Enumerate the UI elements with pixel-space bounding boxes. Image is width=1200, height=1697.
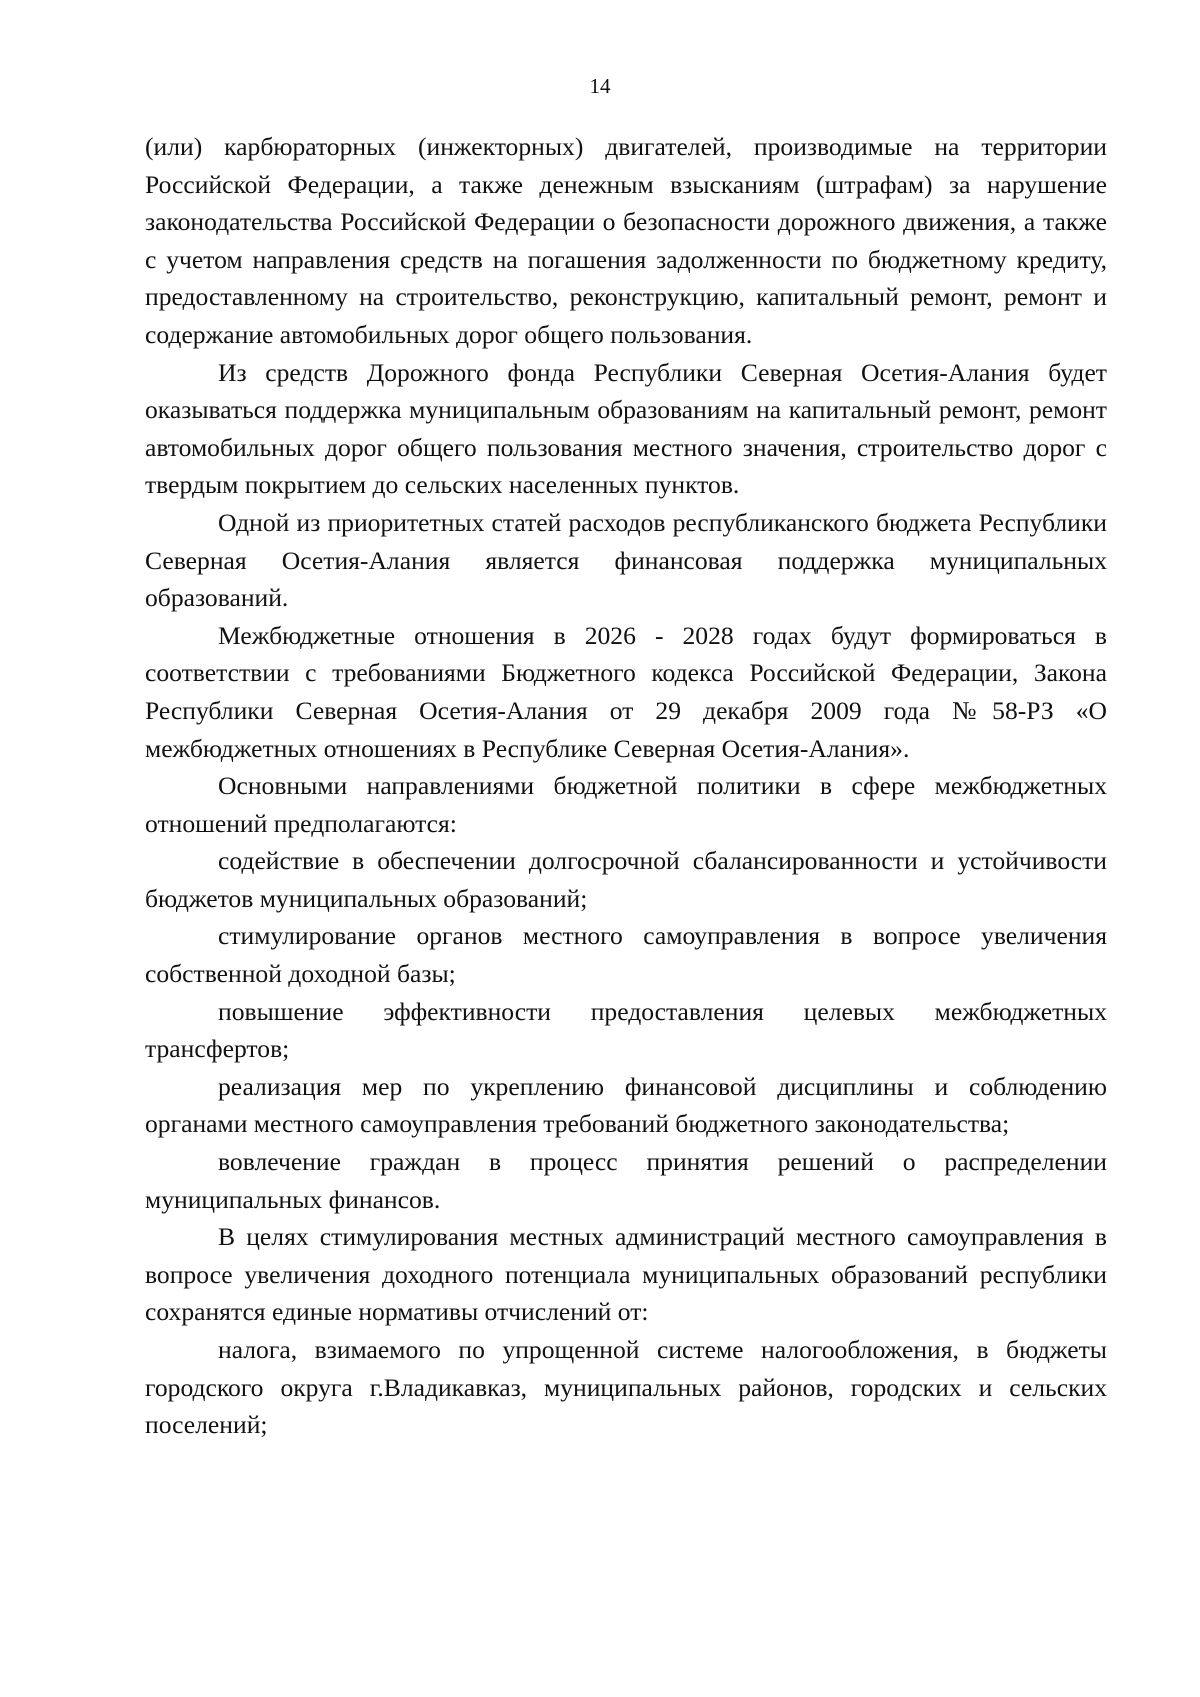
paragraph-continuation: (или) карбюраторных (инжекторных) двигателей, производимые на территории Российской Федерации, а также денежным взысканиям (штрафам) за нарушение законодательства Российской Федерации о безопасности дорожного движения, а также с учетом направления средств на погашения задолженности по бюджетному кредиту, предоставленному на строительство, реконструкцию, капитальный ремонт, ремонт и содержание автомобильных дорог общего пользования. [145,132,1107,349]
document-body [145,128,1107,1444]
list-item-balance: содействие в обеспечении долгосрочной сбалансированности и устойчивости бюджетов муниципальных образований; [145,846,1107,913]
list-item-citizens: вовлечение граждан в процесс принятия решений о распределении муниципальных финансов. [145,1147,1107,1214]
paragraph-road-fund: Из средств Дорожного фонда Республики Северная Осетия-Алания будет оказываться поддержка муниципальным образованиям на капитальный ремонт, ремонт автомобильных дорог общего пользования местного значения, строительство дорог с твердым покрытием до сельских населенных пунктов. [145,357,1107,500]
paragraph-priority-expenses: Одной из приоритетных статей расходов республиканского бюджета Республики Северная Осетия-Алания является финансовая поддержка муниципальных образований. [145,507,1107,613]
list-item-discipline: реализация мер по укреплению финансовой дисциплины и соблюдению органами местного самоуправления требований бюджетного законодательства; [145,1071,1107,1139]
list-item-stimulation: стимулирование органов местного самоуправления в вопросе увеличения собственной доходной базы; [145,921,1107,989]
list-item-simplified-tax: налога, взимаемого по упрощенной системе налогообложения, в бюджеты городского округа г.Владикавказ, муниципальных районов, городских и сельских поселений; [145,1335,1107,1440]
paragraph-interbudget-relations: Межбюджетные отношения в 2026 - 2028 годах будут формироваться в соответствии с требованиями Бюджетного кодекса Российской Федерации, Закона Республики Северная Осетия-Алания от 29 декабря 2009 года №58-РЗ «О межбюджетных отношениях в Республике Северная Осетия-Алания». [145,620,1107,763]
paragraph-main-directions: Основными направлениями бюджетной политики в сфере межбюджетных отношений предполагаются: [145,771,1107,838]
paragraph-normatives: В целях стимулирования местных администраций местного самоуправления в вопросе увеличения доходного потенциала муниципальных образований республики сохранятся единые нормативы отчислений от: [145,1222,1107,1327]
page-number: 14 [589,74,611,98]
list-item-efficiency: повышение эффективности предоставления целевых межбюджетных трансфертов; [145,996,1107,1064]
